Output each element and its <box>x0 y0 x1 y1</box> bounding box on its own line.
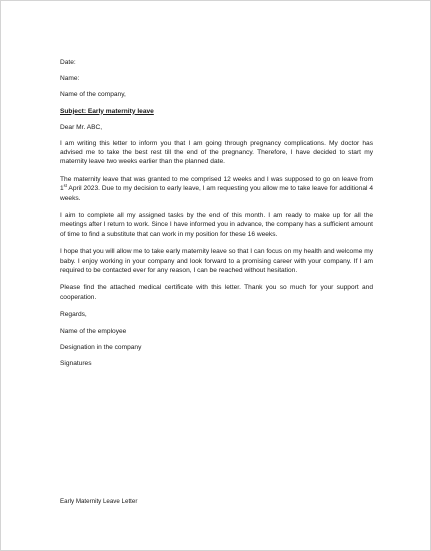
name-label: Name: <box>60 75 80 83</box>
designation: Designation in the company <box>60 343 142 351</box>
paragraph-2 <box>60 175 373 203</box>
employee-name: Name of the employee <box>60 327 127 335</box>
salutation: Dear Mr. ABC, <box>60 123 103 131</box>
closing: Regards, <box>60 311 87 319</box>
signatures: Signatures <box>60 359 92 367</box>
ordinal-superscript: st <box>63 182 67 188</box>
paragraph-5: Please find the attached medical certificate with this letter. Thank you so much for your support and cooperation. <box>60 284 373 301</box>
paragraph-2-text-b: April 2023. Due to my decision to early leave, I am requesting you allow me to take leave for additional 4 weeks. <box>60 185 373 202</box>
paragraph-3: I aim to complete all my assigned tasks by the end of this month. I am ready to make up for all the meetings after I return to work. Since I have informed you in advance, the company has a sufficient amount of time to find a substitute that can work in my position for these 16 weeks. <box>60 212 373 238</box>
paragraph-2-text-a: The maternity leave that was granted to me comprised 12 weeks and I was supposed to go on leave from 1 <box>60 176 373 193</box>
paragraph-1: I am writing this letter to inform you that I am going through pregnancy complications. My doctor has advised me to take the best rest till the end of the pregnancy. Therefore, I have decided to start my maternity leave two weeks earlier than the planned date. <box>60 140 373 166</box>
paragraph-4: I hope that you will allow me to take early maternity leave so that I can focus on my health and welcome my baby. I enjoy working in your company and look forward to a promising career with your company. If I am required to be contacted ever for any reason, I can be reached without hesitation. <box>60 248 373 274</box>
subject-line: Subject: Early maternity leave <box>60 107 154 115</box>
page-footer: Early Maternity Leave Letter <box>60 498 138 505</box>
company-label: Name of the company, <box>60 91 126 99</box>
letter-body <box>60 58 373 368</box>
date-label: Date: <box>60 59 76 66</box>
